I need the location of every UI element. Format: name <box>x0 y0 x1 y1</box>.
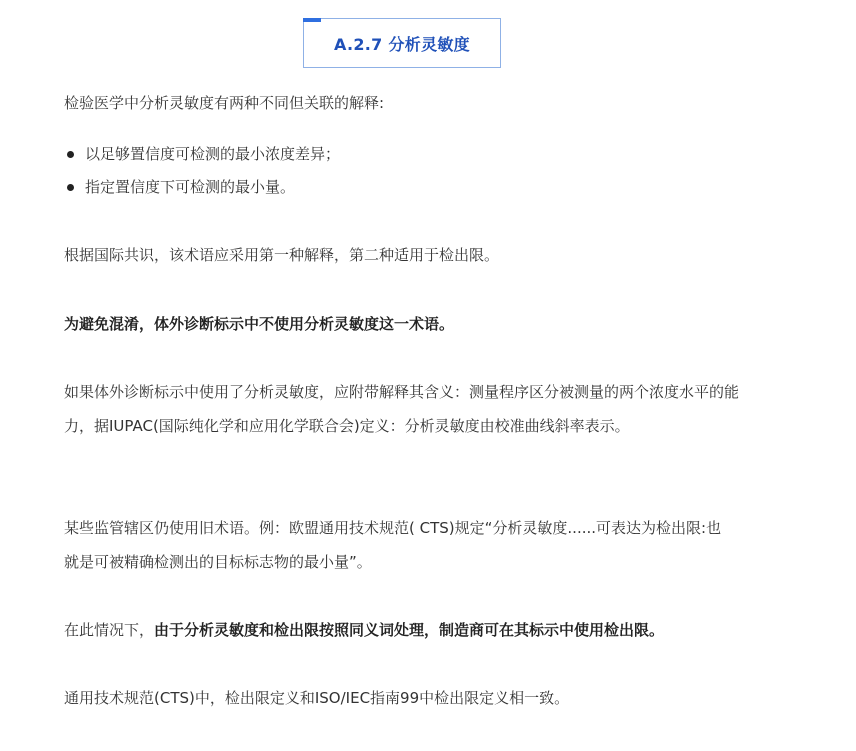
synonym-bold-text: 由于分析灵敏度和检出限按照同义词处理，制造商可在其标示中使用检出限。 <box>154 621 665 639</box>
bullet-dot-icon <box>67 151 74 158</box>
intro-paragraph: 检验医学中分析灵敏度有两种不同但关联的解释: <box>64 94 385 112</box>
avoid-confusion-paragraph: 为避免混淆，体外诊断标示中不使用分析灵敏度这一术语。 <box>64 315 455 333</box>
section-heading-box <box>303 18 501 68</box>
interpretation-list <box>64 138 340 204</box>
list-item <box>64 171 340 204</box>
cts-paragraph: 通用技术规范(CTS)中，检出限定义和ISO/IEC指南99中检出限定义相一致。 <box>64 689 570 707</box>
list-item-text: 指定置信度下可检测的最小量。 <box>85 178 296 196</box>
synonym-paragraph <box>64 613 754 647</box>
bullet-dot-icon <box>67 184 74 191</box>
list-item-text: 以足够置信度可检测的最小浓度差异； <box>85 145 341 163</box>
section-heading: A.2.7 分析灵敏度 <box>334 34 470 54</box>
ivd-usage-paragraph: 如果体外诊断标示中使用了分析灵敏度，应附带解释其含义：测量程序区分被测量的两个浓度水平的能力，据IUPAC(国际纯化学和应用化学联合会)定义：分析灵敏度由校准曲线斜率表示。 <box>64 383 740 435</box>
list-item <box>64 138 340 171</box>
regulators-paragraph: 某些监管辖区仍使用旧术语。例：欧盟通用技术规范( CTS)规定“分析灵敏度......可表达为检出限:也就是可被精确检测出的目标标志物的最小量”。 <box>64 519 722 571</box>
synonym-prefix: 在此情况下， <box>64 621 155 639</box>
consensus-paragraph: 根据国际共识，该术语应采用第一种解释，第二种适用于检出限。 <box>64 246 500 264</box>
heading-accent-bar <box>303 18 321 22</box>
